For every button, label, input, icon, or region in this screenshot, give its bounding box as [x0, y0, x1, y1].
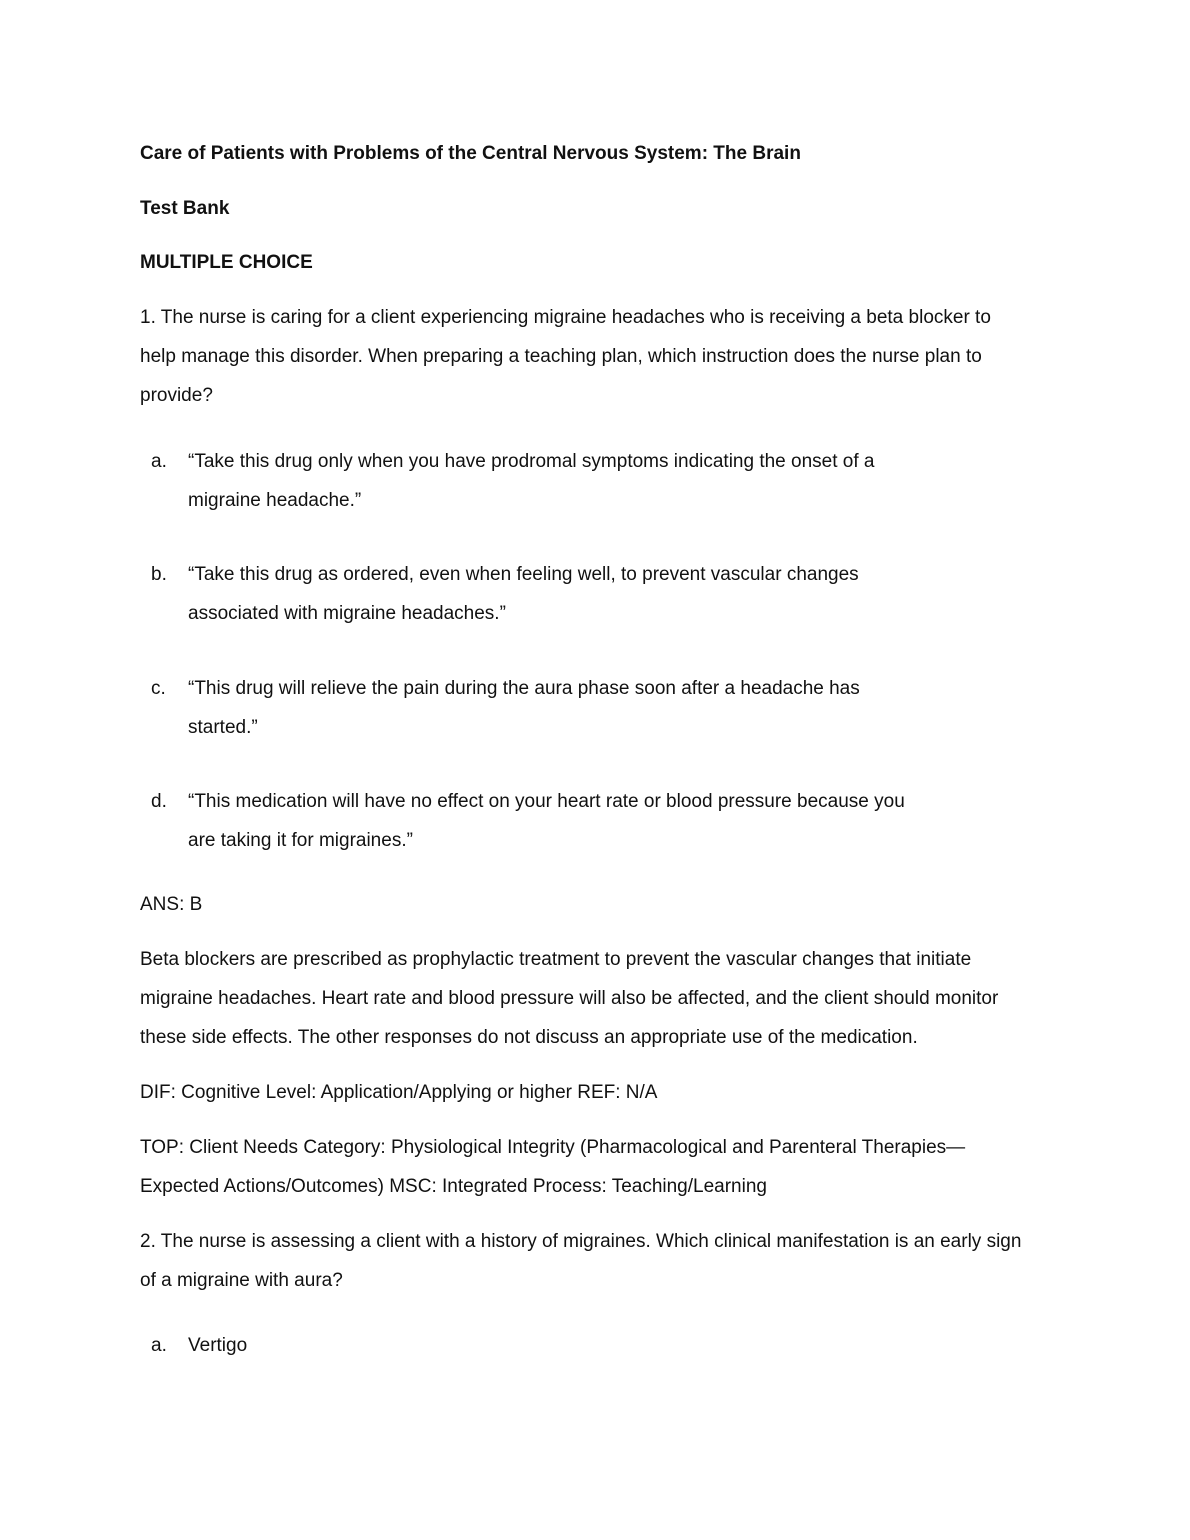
difficulty-meta: DIF: Cognitive Level: Application/Applying or higher REF: N/A [140, 1082, 658, 1103]
option-letter: a. [151, 1335, 167, 1356]
rationale-line: migraine headaches. Heart rate and blood pressure will also be affected, and the client should monitor [140, 988, 999, 1009]
section-heading: MULTIPLE CHOICE [140, 252, 313, 273]
rationale-line: these side effects. The other responses do not discuss an appropriate use of the medication. [140, 1027, 918, 1048]
option-letter: b. [151, 564, 167, 585]
topic-meta-line: TOP: Client Needs Category: Physiological Integrity (Pharmacological and Parenteral Therapies— [140, 1137, 966, 1158]
option-text-line: “Take this drug as ordered, even when feeling well, to prevent vascular changes [188, 564, 859, 585]
question-stem-line: 1. The nurse is caring for a client experiencing migraine headaches who is receiving a beta blocker to [140, 307, 991, 328]
option-text-line: migraine headache.” [188, 490, 362, 511]
document-subtitle: Test Bank [140, 198, 230, 219]
question-stem-line: of a migraine with aura? [140, 1270, 343, 1291]
option-text-line: “This drug will relieve the pain during the aura phase soon after a headache has [188, 678, 860, 699]
option-text-line: started.” [188, 717, 258, 738]
option-letter: a. [151, 451, 167, 472]
answer-key: ANS: B [140, 894, 203, 915]
document-title: Care of Patients with Problems of the Central Nervous System: The Brain [140, 143, 801, 164]
question-stem-line: provide? [140, 385, 213, 406]
question-stem-line: 2. The nurse is assessing a client with a history of migraines. Which clinical manifestation is an early sign [140, 1231, 1022, 1252]
rationale-line: Beta blockers are prescribed as prophylactic treatment to prevent the vascular changes that initiate [140, 949, 972, 970]
option-text-line: associated with migraine headaches.” [188, 603, 506, 624]
option-text-line: “Take this drug only when you have prodromal symptoms indicating the onset of a [188, 451, 875, 472]
option-text-line: “This medication will have no effect on your heart rate or blood pressure because you [188, 791, 905, 812]
question-stem-line: help manage this disorder. When preparing a teaching plan, which instruction does the nurse plan to [140, 346, 982, 367]
option-text-line: Vertigo [188, 1335, 248, 1356]
option-letter: c. [151, 678, 166, 699]
option-letter: d. [151, 791, 167, 812]
topic-meta-line: Expected Actions/Outcomes) MSC: Integrated Process: Teaching/Learning [140, 1176, 767, 1197]
option-text-line: are taking it for migraines.” [188, 830, 413, 851]
